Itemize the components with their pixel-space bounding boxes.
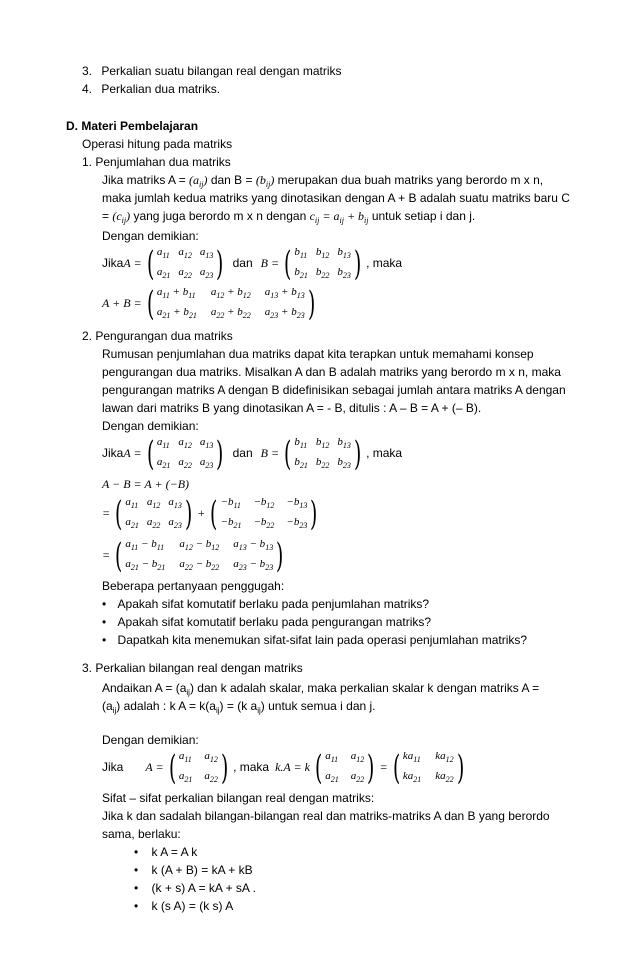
prop-item-2: • k (A + B) = kA + kB: [134, 863, 253, 877]
matrix-a: ( $a_{11}$ $a_{12}$ $a_{13}$ $a_{21}$ $a_{22}$ $a_{23}$ ): [115, 494, 193, 534]
item2-step1: = ( $a_{11}$ $a_{12}$ $a_{13}$ $a_{21}$ $a_{22}$ $a_{23}$ ) + ( $-b_{11}$ $-b_{12}$ $-b_{13}$ $-b_{21}$ $-b_{22}$ $-b_{23}$ ): [102, 494, 323, 534]
section-heading: D. Materi Pembelajaran: [66, 119, 199, 133]
formula-a-minus-b: A − B = A + (−B): [102, 477, 190, 491]
matrix-a-2x2: ( $a_{11}$ $a_{12}$ $a_{21}$ $a_{22}$ ): [168, 748, 229, 788]
list-number: 4.: [82, 82, 93, 96]
item1-demikian: Dengan demikian:: [102, 229, 199, 243]
intro-item-4: [82, 81, 220, 98]
item2-bullet-1: • Apakah sifat komutatif berlaku pada penjumlahan matriks?: [102, 597, 430, 611]
item1-sum-matrix: A + B = ( $a_{11} + b_{11}$ $a_{12} + b_{12}$ $a_{13} + b_{13}$ $a_{21} + b_{21}$ $a_{22} + b_{22}$ $a_{23} + b_{23}$ ): [102, 284, 320, 324]
matrix-neg-b: ( $-b_{11}$ $-b_{12}$ $-b_{13}$ $-b_{21}$ $-b_{22}$ $-b_{23}$ ): [210, 494, 318, 534]
list-text: Perkalian suatu bilangan real dengan matriks: [101, 64, 342, 78]
formula-bij: $(b_{ij})$: [255, 173, 275, 189]
item2-title: 2. Pengurangan dua matriks: [82, 329, 233, 343]
item3-title: 3. Perkalian bilangan real dengan matriks: [82, 661, 303, 675]
item2-bullet-3: • Dapatkah kita menemukan sifat-sifat lain pada operasi penjumlahan matriks?: [102, 633, 528, 647]
item2-pertanyaan-title: Beberapa pertanyaan penggugah:: [102, 579, 285, 593]
item2-line3: pengurangan matriks A dengan B didefinisikan sebagai jumlah antara matriks A dengan: [102, 383, 566, 397]
item3-line1: Andaikan $A = (a_{ij})$ dan k adalah skalar, maka perkalian skalar k dengan matriks A =: [102, 681, 540, 697]
formula-cij: $(c_{ij})$: [112, 209, 131, 225]
item3-line2: $(a_{ij})$ adalah : k $A = k(a_{ij}) = (k$ $a_{ij}$) untuk semua i dan j.: [102, 699, 376, 715]
matrix-a: ( $a_{11}$ $a_{12}$ $a_{13}$ $a_{21}$ $a_{22}$ $a_{23}$ ): [146, 244, 224, 284]
bullet-icon: •: [102, 597, 107, 611]
item2-matrix-def: Jika A = ( $a_{11}$ $a_{12}$ $a_{13}$ $a_{21}$ $a_{22}$ $a_{23}$ ) dan B = ( $b_{11}$ $b_{12}$ $b_{13}$ $b_{21}$ $b_{22}$ $b_{23}$ ) , maka: [102, 434, 403, 474]
list-number: 3.: [82, 64, 93, 78]
item1-line2: maka jumlah kedua matriks yang dinotasikan dengan A + B adalah suatu matriks baru C: [102, 191, 570, 205]
item2-step2: = ( $a_{11} - b_{11}$ $a_{12} - b_{12}$ $a_{13} - b_{13}$ $a_{21} - b_{21}$ $a_{22} - b_{22}$ $a_{23} - b_{23}$ ): [102, 536, 288, 576]
matrix-difference: ( $a_{11} - b_{11}$ $a_{12} - b_{12}$ $a_{13} - b_{13}$ $a_{21} - b_{21}$ $a_{22} - b_{22}$ $a_{23} - b_{23}$ ): [115, 536, 284, 576]
item2-line4: lawan dari matriks B yang dinotasikan A = - B, ditulis : A – B = A + (– B).: [102, 401, 482, 415]
bullet-icon: •: [102, 615, 107, 629]
item3-demikian: Dengan demikian:: [102, 733, 199, 747]
bullet-icon: •: [134, 845, 139, 859]
item3-sifat-line2: sama, berlaku:: [102, 827, 181, 841]
prop-item-4: • k (s A) = (k s) A: [134, 899, 234, 913]
matrix-b: ( $b_{11}$ $b_{12}$ $b_{13}$ $b_{21}$ $b_{22}$ $b_{23}$ ): [284, 434, 362, 474]
bullet-icon: •: [102, 633, 107, 647]
formula-sum-def: $c_{ij} = a_{ij} + b_{ij}$: [309, 209, 369, 225]
prop-item-1: • k A = A k: [134, 845, 198, 859]
list-text: Perkalian dua matriks.: [101, 82, 221, 96]
bullet-icon: •: [134, 881, 139, 895]
intro-item-3: [82, 63, 342, 80]
matrix-a-2x2-scaled: ( $a_{11}$ $a_{12}$ $a_{21}$ $a_{22}$ ): [314, 748, 375, 788]
matrix-b: ( $b_{11}$ $b_{12}$ $b_{13}$ $b_{21}$ $b_{22}$ $b_{23}$ ): [284, 244, 362, 284]
item2-line1: Rumusan penjumlahan dua matriks dapat kita terapkan untuk memahami konsep: [102, 347, 534, 361]
prop-item-3: • (k + s) A = kA + sA .: [134, 881, 256, 895]
item2-bullet-2: • Apakah sifat komutatif berlaku pada pengurangan matriks?: [102, 615, 432, 629]
item1-line1: Jika matriks $A = (a_{ij})$ dan $B = (b_{ij})$ merupakan dua buah matriks yang berordo m x n,: [102, 173, 544, 189]
item1-title: 1. Penjumlahan dua matriks: [82, 155, 231, 169]
matrix-ka: ( $ka_{11}$ $ka_{12}$ $ka_{21}$ $ka_{22}$ ): [392, 748, 464, 788]
bullet-icon: •: [134, 899, 139, 913]
item3-matrix-def: Jika A = ( $a_{11}$ $a_{12}$ $a_{21}$ $a_{22}$ ) , maka k.A = k ( $a_{11}$ $a_{12}$ $a_{21}$ $a_{22}$ ) = ( $ka_{11}$ $ka_{12}$ $ka_{21}$ $ka_{22}$ ): [102, 748, 469, 788]
bullet-icon: •: [134, 863, 139, 877]
formula-aij: $(a_{ij})$: [189, 173, 208, 189]
section-subtitle: Operasi hitung pada matriks: [82, 137, 233, 151]
item2-line2: pengurangan dua matriks. Misalkan A dan B adalah matriks yang berordo m x n, maka: [102, 365, 561, 379]
item2-demikian: Dengan demikian:: [102, 419, 199, 433]
matrix-a: ( $a_{11}$ $a_{12}$ $a_{13}$ $a_{21}$ $a_{22}$ $a_{23}$ ): [146, 434, 224, 474]
item1-matrix-def: Jika A = ( $a_{11}$ $a_{12}$ $a_{13}$ $a_{21}$ $a_{22}$ $a_{23}$ ) dan B = ( $b_{11}$ $b_{12}$ $b_{13}$ $b_{21}$ $b_{22}$ $b_{23}$ ) , maka: [102, 244, 403, 284]
matrix-sum: ( $a_{11} + b_{11}$ $a_{12} + b_{12}$ $a_{13} + b_{13}$ $a_{21} + b_{21}$ $a_{22} + b_{22}$ $a_{23} + b_{23}$ ): [146, 284, 315, 324]
item3-sifat-title: Sifat – sifat perkalian bilangan real dengan matriks:: [102, 791, 375, 805]
item3-sifat-line1: Jika k dan sadalah bilangan-bilangan real dan matriks-matriks A dan B yang berordo: [102, 809, 550, 823]
item1-line3: = $(c_{ij})$ yang juga berordo m x n dengan $c_{ij} = a_{ij} + b_{ij}$ untuk setiap i dan j.: [102, 209, 476, 225]
